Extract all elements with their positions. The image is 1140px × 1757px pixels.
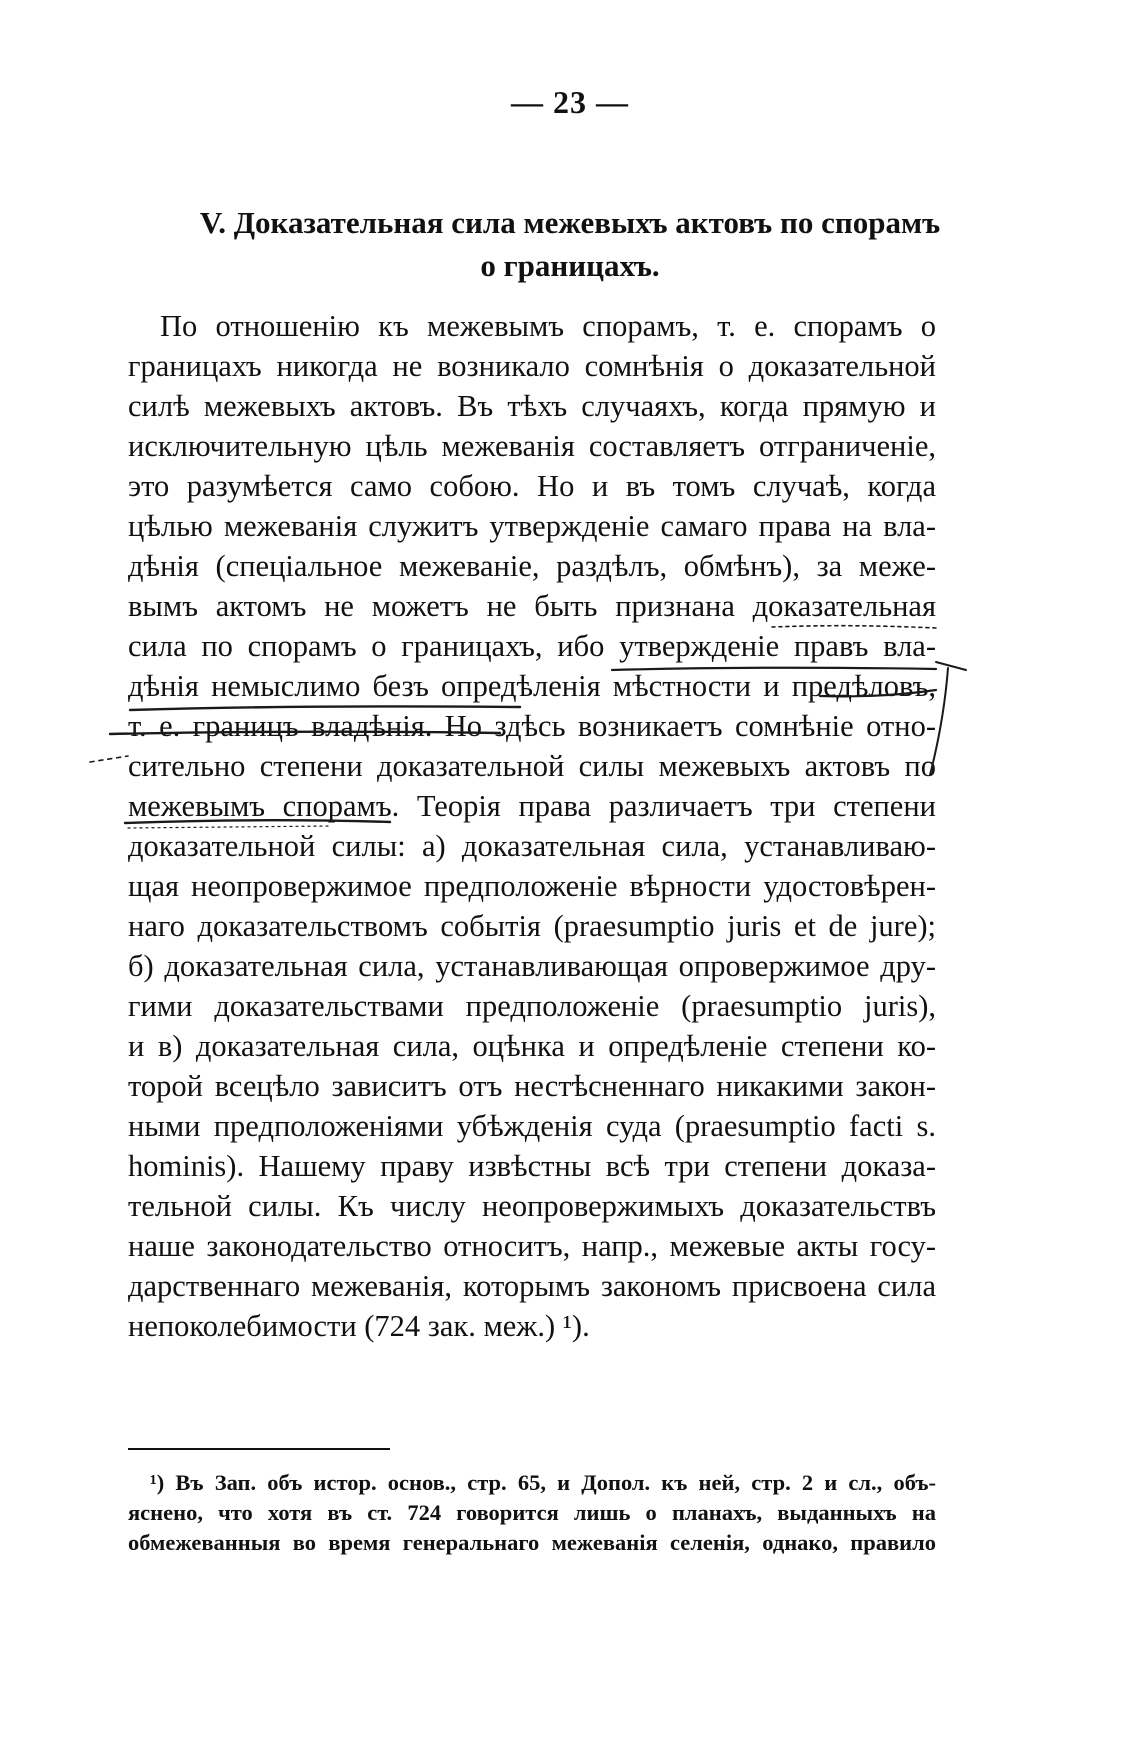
footnote-line: яснено, что хотя въ ст. 724 говорится лишь о планахъ, выданныхъ на xyxy=(128,1500,936,1525)
body-line: исключительную цѣль межеванія составляетъ отграниченіе, xyxy=(128,429,936,463)
page-number: — 23 — xyxy=(511,84,629,120)
body-line: межевымъ спорамъ. Теорія права различаетъ три степени xyxy=(128,789,936,823)
footnote-line: ¹) Въ Зап. объ истор. основ., стр. 65, и Допол. къ ней, стр. 2 и сл., объ- xyxy=(150,1470,936,1495)
dashed-mark xyxy=(90,756,128,762)
body-line: доказательной силы: а) доказательная сила, устанавливаю- xyxy=(128,829,936,863)
body-line: непоколебимости (724 зак. меж.) ¹). xyxy=(128,1309,590,1343)
body-line: и в) доказательная сила, оцѣнка и опредѣленіе степени ко- xyxy=(128,1029,936,1063)
section-heading-line-2: о границахъ. xyxy=(480,248,660,283)
body-line: границахъ никогда не возникало сомнѣнія о доказательной xyxy=(128,349,936,383)
section-heading-line-1: V. Доказательная сила межевыхъ актовъ по спорамъ xyxy=(199,205,941,240)
body-line: тельной силы. Къ числу неопровержимыхъ доказательствъ xyxy=(128,1189,936,1223)
body-line: По отношенію къ межевымъ спорамъ, т. е. спорамъ о xyxy=(160,309,936,343)
body-line: дѣнія (спеціальное межеваніе, раздѣлъ, обмѣнъ), за меже- xyxy=(128,549,936,583)
body-line: цѣлью межеванія служитъ утвержденіе самаго права на вла- xyxy=(128,509,936,543)
body-line: ными предположеніями убѣжденія суда (praesumptio facti s. xyxy=(128,1109,936,1143)
body-line: hominis). Нашему праву извѣстны всѣ три степени доказа- xyxy=(128,1149,936,1183)
body-line: наше законодательство относитъ, напр., межевые акты госу- xyxy=(128,1229,936,1263)
body-line: дарственнаго межеванія, которымъ закономъ присвоена сила xyxy=(128,1269,936,1303)
body-line: вымъ актомъ не можетъ не быть признана доказательная xyxy=(128,589,936,623)
body-line: сительно степени доказательной силы межевыхъ актовъ по xyxy=(128,749,936,783)
pen-stroke-mark xyxy=(936,662,966,670)
body-line: силѣ межевыхъ актовъ. Въ тѣхъ случаяхъ, когда прямую и xyxy=(128,389,936,423)
body-line: это разумѣется само собою. Но и въ томъ случаѣ, когда xyxy=(128,469,936,503)
body-line: дѣнія немыслимо безъ опредѣленія мѣстности и предѣловъ, xyxy=(128,669,936,703)
body-line: т. е. границъ владѣнія. Но здѣсь возникаетъ сомнѣніе отно- xyxy=(128,709,936,743)
footnote-separator xyxy=(128,1448,390,1450)
footnote-line: обмежеванныя во время генеральнаго межеванія селенія, однако, правило xyxy=(128,1530,936,1555)
body-line: гими доказательствами предположеніе (praesumptio juris), xyxy=(128,989,936,1023)
body-line: сила по спорамъ о границахъ, ибо утвержденіе правъ вла- xyxy=(128,629,936,663)
body-line: б) доказательная сила, устанавливающая опровержимое дру- xyxy=(128,949,936,983)
body-line: наго доказательствомъ событія (praesumptio juris et de jure); xyxy=(128,909,936,943)
body-line: торой всецѣло зависитъ отъ нестѣсненнаго никакими закон- xyxy=(128,1069,936,1103)
body-line: щая неопровержимое предположеніе вѣрности удостовѣрен- xyxy=(128,869,936,903)
